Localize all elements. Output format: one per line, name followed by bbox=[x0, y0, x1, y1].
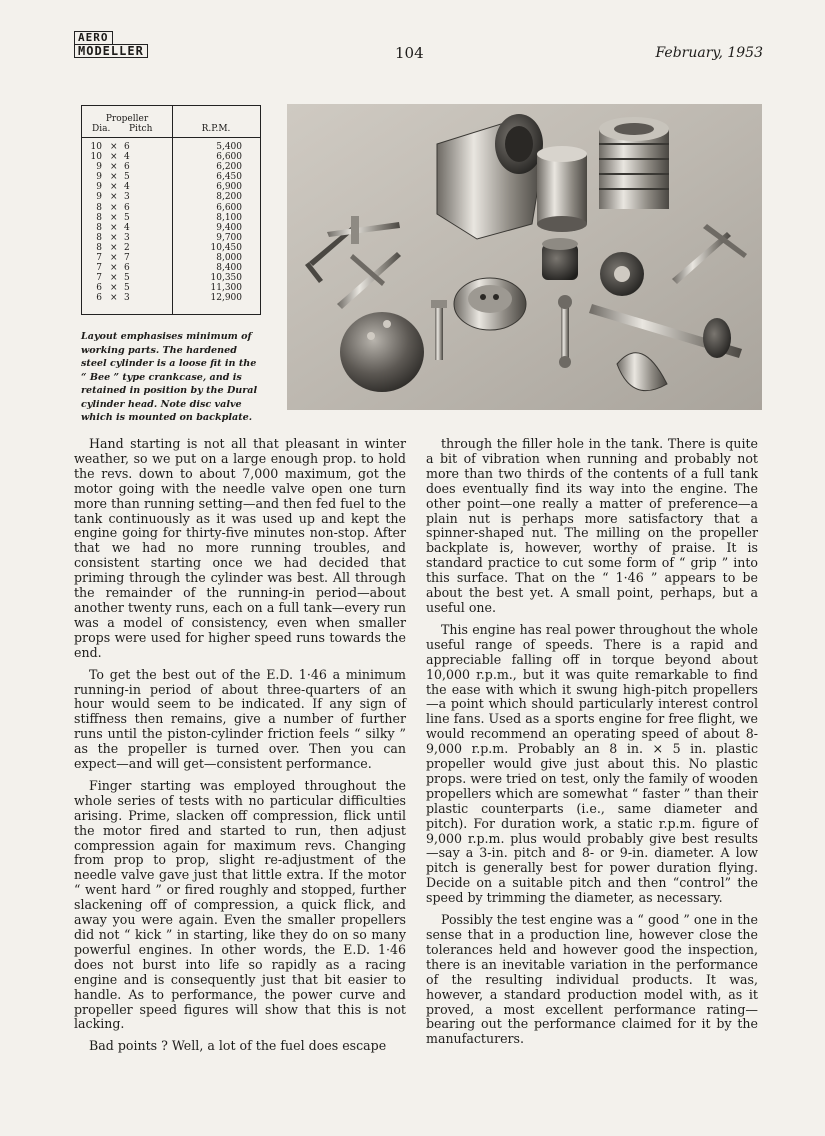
table-cell-times: × bbox=[110, 263, 118, 274]
table-cell-times: × bbox=[110, 142, 118, 152]
table-cell-dia: 8 bbox=[96, 212, 102, 223]
table-cell-pitch: 3 bbox=[124, 293, 130, 304]
table-row bbox=[82, 203, 260, 213]
table-cell-dia: 10 bbox=[90, 142, 102, 152]
table-header-dia: Dia. bbox=[92, 124, 111, 134]
article-paragraph: To get the best out of the E.D. 1·46 a minimum running-in period of about three-quarters of an hour would seem to be indicated. If any sign of stiffness then remains, give a number of further runs until the piston-cylinder friction feels “ silky ” as the propeller is turned over. Then you can expect—and will get—consistent performance. bbox=[74, 666, 406, 772]
engine-parts-photo bbox=[287, 104, 762, 410]
table-cell-times: × bbox=[110, 222, 118, 233]
magazine-logo bbox=[74, 30, 148, 58]
table-cell-dia: 9 bbox=[96, 172, 102, 183]
table-cell-dia: 9 bbox=[96, 182, 102, 193]
table-row bbox=[82, 293, 260, 303]
article-column-left bbox=[74, 437, 406, 1061]
table-cell-rpm: 6,200 bbox=[216, 162, 242, 173]
article-paragraph: Possibly the test engine was a “ good ” one in the sense that in a production line, however close the tolerances held and however good the inspection, there is an inevitable variation in the performance of the resulting individual products. It was, however, a standard production model with, as it proved, a most excellent performance rating—bearing out the performance claimed for it by the manufacturers. bbox=[426, 912, 758, 1047]
table-row bbox=[82, 182, 260, 192]
table-cell-dia: 8 bbox=[96, 242, 102, 253]
page-number: 104 bbox=[395, 44, 424, 62]
propeller-rpm-table bbox=[81, 105, 261, 315]
table-cell-pitch: 3 bbox=[124, 232, 130, 243]
table-cell-rpm: 11,300 bbox=[210, 283, 242, 294]
article-column-right bbox=[426, 437, 758, 1054]
table-cell-pitch: 4 bbox=[124, 222, 130, 233]
table-cell-dia: 10 bbox=[90, 152, 102, 163]
table-cell-rpm: 5,400 bbox=[216, 142, 242, 152]
table-header-rpm: R.P.M. bbox=[201, 124, 231, 134]
disc-valve-part bbox=[454, 278, 526, 330]
table-cell-pitch: 5 bbox=[124, 283, 130, 294]
table-cell-pitch: 3 bbox=[124, 192, 130, 203]
table-cell-times: × bbox=[110, 152, 118, 163]
table-cell-dia: 6 bbox=[96, 283, 102, 294]
table-cell-rpm: 10,450 bbox=[210, 242, 242, 253]
table-cell-rpm: 9,700 bbox=[216, 232, 242, 243]
table-row bbox=[82, 152, 260, 162]
table-cell-times: × bbox=[110, 283, 118, 294]
table-cell-dia: 8 bbox=[96, 202, 102, 213]
table-header-propeller: Propeller bbox=[105, 114, 149, 124]
table-row bbox=[82, 253, 260, 263]
table-row bbox=[82, 142, 260, 152]
table-cell-rpm: 6,600 bbox=[216, 152, 242, 163]
table-cell-times: × bbox=[110, 273, 118, 284]
table-cell-dia: 9 bbox=[96, 162, 102, 173]
table-row bbox=[82, 162, 260, 172]
table-cell-dia: 8 bbox=[96, 222, 102, 233]
table-cell-times: × bbox=[110, 182, 118, 193]
table-header-pitch: Pitch bbox=[129, 124, 153, 134]
table-cell-dia: 7 bbox=[96, 253, 102, 264]
table-cell-times: × bbox=[110, 253, 118, 264]
table-cell-dia: 7 bbox=[96, 263, 102, 274]
logo-bottom-text: MODELLER bbox=[74, 44, 148, 58]
table-cell-pitch: 5 bbox=[124, 273, 130, 284]
table-cell-pitch: 5 bbox=[124, 172, 130, 183]
table-cell-rpm: 8,100 bbox=[216, 212, 242, 223]
table-cell-pitch: 6 bbox=[124, 142, 130, 152]
table-row bbox=[82, 192, 260, 202]
logo-top-text: AERO bbox=[74, 31, 113, 44]
article-paragraph: This engine has real power throughout the whole useful range of speeds. There is a rapid and appreciable falling off in torque beyond about 10,000 r.p.m., but it was quite remarkable to find the ease with which it swung high-pitch propellers—a point which should particularly interest control line fans. Used as a sports engine for free flight, we would recommend an operating speed of about 8-9,000 r.p.m. Probably an 8 in. × 5 in. plastic propeller would give just about this. No plastic props. were tried on test, only the family of wooden propellers which are somewhat “ faster ” than their plastic counterparts (i.e., same diameter and pitch). For duration work, a static r.p.m. figure of 9,000 r.p.m. plus would probably give best results—say a 3-in. pitch and 8- or 9-in. diameter. A low pitch is generally best for power duration flying. Decide on a suitable pitch and then “control” the speed by trimming the diameter, as necessary. bbox=[426, 621, 758, 906]
photo-caption: Layout emphasises minimum of working parts. The hardened steel cylinder is a loose fit in the “ Bee ” type crankcase, and is retained in position by the Dural cylinder head. Note disc valve which is mounted on backplate. bbox=[81, 331, 258, 423]
table-cell-pitch: 4 bbox=[124, 182, 130, 193]
piston-part bbox=[542, 238, 578, 280]
cylinder-head-part bbox=[599, 117, 669, 209]
table-cell-rpm: 8,200 bbox=[216, 192, 242, 203]
table-row bbox=[82, 233, 260, 243]
table-cell-rpm: 9,400 bbox=[216, 222, 242, 233]
dome-cover-part bbox=[340, 312, 424, 392]
table-cell-rpm: 6,900 bbox=[216, 182, 242, 193]
table-cell-pitch: 6 bbox=[124, 162, 130, 173]
table-cell-times: × bbox=[110, 192, 118, 203]
table-cell-times: × bbox=[110, 242, 118, 253]
table-cell-rpm: 6,600 bbox=[216, 202, 242, 213]
table-row bbox=[82, 223, 260, 233]
table-body bbox=[82, 142, 260, 304]
table-cell-pitch: 4 bbox=[124, 152, 130, 163]
table-cell-pitch: 2 bbox=[124, 242, 130, 253]
table-cell-rpm: 6,450 bbox=[216, 172, 242, 183]
table-cell-times: × bbox=[110, 293, 118, 304]
table-cell-times: × bbox=[110, 202, 118, 213]
table-cell-pitch: 7 bbox=[124, 253, 130, 264]
table-row bbox=[82, 172, 260, 182]
issue-date: February, 1953 bbox=[655, 45, 763, 61]
article-paragraph: Finger starting was employed throughout the whole series of tests with no particular difficulties arising. Prime, slacken off compression, flick until the motor fired and started to run, then adjust compression again for maximum revs. Changing from prop to prop, slight re-adjustment of the needle valve gave just that little extra. If the motor “ went hard ” or fired roughly and stopped, further slackening off of compression, a quick flick, and away you were again. Even the smaller propellers did not “ kick ” in starting, like they do on so many powerful engines. In other words, the E.D. 1·46 does not burst into life so rapidly as a racing engine and is consequently just that bit easier to handle. As to performance, the power curve and propeller speed figures will show that this is not lacking. bbox=[74, 777, 406, 1032]
table-row bbox=[82, 263, 260, 273]
cylinder-part bbox=[537, 146, 587, 232]
article-paragraph: Bad points ? Well, a lot of the fuel does escape bbox=[89, 1038, 387, 1054]
table-cell-times: × bbox=[110, 172, 118, 183]
table-cell-times: × bbox=[110, 232, 118, 243]
table-cell-dia: 6 bbox=[96, 293, 102, 304]
table-cell-dia: 7 bbox=[96, 273, 102, 284]
table-cell-pitch: 6 bbox=[124, 202, 130, 213]
table-cell-times: × bbox=[110, 212, 118, 223]
table-cell-dia: 9 bbox=[96, 192, 102, 203]
table-row bbox=[82, 273, 260, 283]
article-paragraph: through the filler hole in the tank. There is quite a bit of vibration when running and probably not more than two thirds of the contents of a full tank does eventually find its way into the engine. The other point—one really a matter of preference—a plain nut is perhaps more satisfactory that a spinner-shaped nut. The milling on the propeller backplate is, however, worthy of praise. It is standard practice to cut some form of “ grip ” into this surface. That on the “ 1·46 ” appears to be about the best yet. A small point, perhaps, but a useful one. bbox=[426, 436, 758, 615]
table-row bbox=[82, 283, 260, 293]
backplate-disc-part bbox=[600, 252, 644, 296]
table-cell-pitch: 5 bbox=[124, 212, 130, 223]
table-cell-rpm: 8,000 bbox=[216, 253, 242, 264]
table-row bbox=[82, 243, 260, 253]
table-cell-dia: 8 bbox=[96, 232, 102, 243]
table-cell-pitch: 6 bbox=[124, 263, 130, 274]
article-paragraph: Hand starting is not all that pleasant in winter weather, so we put on a large enough prop. to hold the revs. down to about 7,000 maximum, got the motor going with the needle valve open one turn more than running setting—and then fed fuel to the tank continuously as it was used up and kept the engine going for thirty-five minutes non-stop. After that we had no more running troubles, and consistent starting once we had decided that priming through the cylinder was best. All through the remainder of the running-in period—about another twenty runs, each on a full tank—every run was a model of consistency, even when smaller props were used for higher speed runs towards the end. bbox=[74, 436, 406, 660]
table-cell-rpm: 10,350 bbox=[210, 273, 242, 284]
table-divider-horizontal bbox=[82, 137, 260, 138]
table-cell-times: × bbox=[110, 162, 118, 173]
table-row bbox=[82, 213, 260, 223]
table-cell-rpm: 12,900 bbox=[210, 293, 242, 304]
table-cell-rpm: 8,400 bbox=[216, 263, 242, 274]
